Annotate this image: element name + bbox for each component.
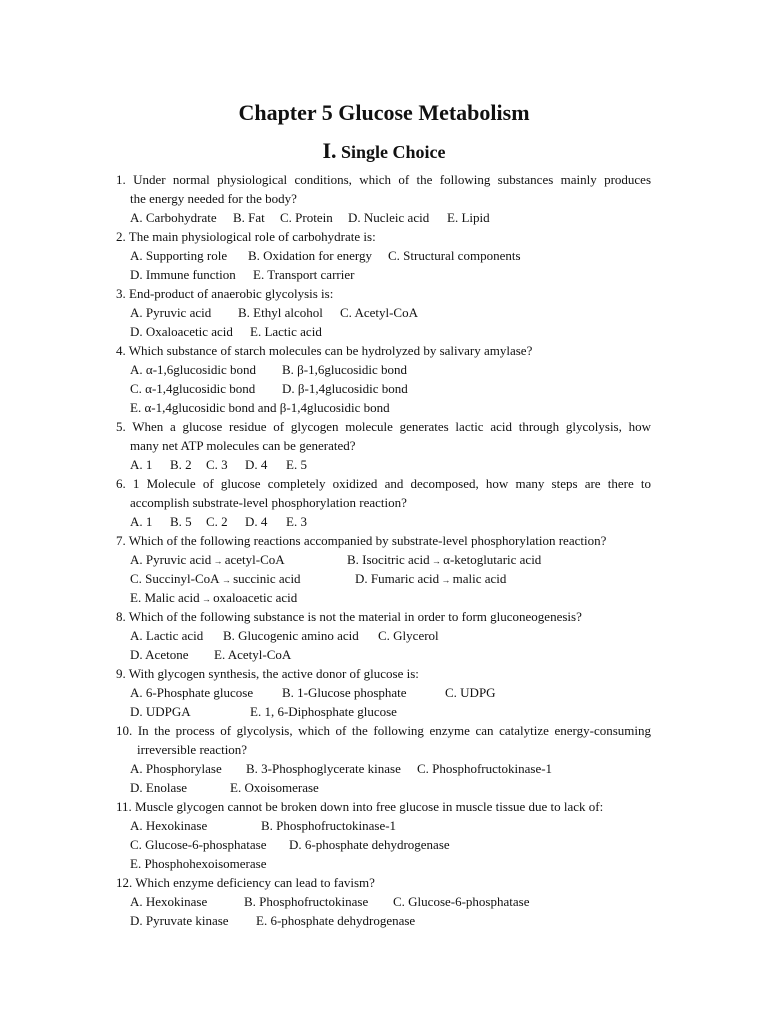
arrow-right-icon: → (211, 556, 225, 566)
answer-option (130, 683, 253, 702)
answer-option (130, 512, 152, 531)
answer-option (130, 360, 256, 379)
option-text: E. Lipid (447, 210, 490, 225)
option-row (0, 322, 768, 341)
answer-option (223, 626, 359, 645)
option-text: A. Phosphorylase (130, 761, 222, 776)
question-stem: 11. Muscle glycogen cannot be broken down into free glucose in muscle tissue due to lack of: (116, 799, 604, 814)
option-text: D. Immune function (130, 267, 236, 282)
answer-option (170, 512, 192, 531)
answer-option (130, 208, 217, 227)
option-text: C. Protein (280, 210, 333, 225)
reaction-product: oxaloacetic acid (213, 590, 298, 605)
answer-option (233, 208, 265, 227)
question-stem: 8. Which of the following substance is not the material in order to form gluconeogenesis? (116, 609, 582, 624)
answer-option (248, 246, 372, 265)
option-text: B. Phosphofructokinase (244, 894, 369, 909)
option-row (0, 360, 768, 379)
option-text: B. 5 (170, 514, 192, 529)
answer-option (130, 455, 152, 474)
option-text: C. 3 (206, 457, 228, 472)
option-text: B. 2 (170, 457, 192, 472)
answer-option (130, 569, 301, 590)
answer-option (286, 512, 307, 531)
answer-option (130, 588, 297, 609)
option-text: C. Structural components (388, 248, 521, 263)
question-stem: 9. With glycogen synthesis, the active donor of glucose is: (116, 666, 419, 681)
option-text: D. 4 (245, 457, 268, 472)
arrow-right-icon: → (219, 575, 234, 585)
option-text: A. Hexokinase (130, 818, 208, 833)
option-text: D. Oxaloacetic acid (130, 324, 233, 339)
option-row (0, 398, 768, 417)
section-heading (0, 137, 768, 166)
reaction-product: malic acid (452, 571, 507, 586)
option-text: C. 2 (206, 514, 228, 529)
option-text: E. 5 (286, 457, 307, 472)
option-text: B. Fat (233, 210, 265, 225)
option-text: A. 1 (130, 514, 153, 529)
answer-option (250, 702, 397, 721)
answer-option (130, 626, 203, 645)
answer-option (170, 455, 192, 474)
option-text: A. 6-Phosphate glucose (130, 685, 254, 700)
answer-option (286, 455, 307, 474)
option-text: C. α-1,4glucosidic bond (130, 381, 256, 396)
question-stem: 7. Which of the following reactions accompanied by substrate-level phosphorylation reaction? (116, 533, 607, 548)
option-text: B. Glucogenic amino acid (223, 628, 359, 643)
option-text: C. Succinyl-CoA (130, 571, 220, 586)
option-text: A. Supporting role (130, 248, 228, 263)
answer-option (355, 569, 506, 590)
answer-option (348, 208, 429, 227)
arrow-right-icon: → (429, 556, 444, 566)
option-text: B. Oxidation for energy (248, 248, 372, 263)
option-text: E. 6-phosphate dehydrogenase (256, 913, 416, 928)
option-text: D. Nucleic acid (348, 210, 430, 225)
answer-option (447, 208, 490, 227)
option-text: C. UDPG (445, 685, 496, 700)
answer-option (130, 265, 236, 284)
question-stem: 5. When a glucose residue of glycogen molecule generates lactic acid through glycolysis, how (116, 419, 651, 434)
question-stem: 3. End-product of anaerobic glycolysis is: (116, 286, 334, 301)
answer-option (378, 626, 439, 645)
answer-option (130, 778, 187, 797)
question-stem: 1. Under normal physiological conditions, which of the following substances mainly produces (116, 172, 651, 187)
answer-option (256, 911, 415, 930)
answer-option (388, 246, 521, 265)
option-row (0, 626, 768, 645)
answer-option (130, 835, 266, 854)
reaction-product: α-ketoglutaric acid (443, 552, 542, 567)
question-stem: 12. Which enzyme deficiency can lead to favism? (116, 875, 375, 890)
answer-option (445, 683, 496, 702)
option-row (0, 569, 768, 588)
answer-option (238, 303, 323, 322)
option-text: D. Enolase (130, 780, 188, 795)
option-text: A. α-1,6glucosidic bond (130, 362, 256, 377)
option-text: E. Phosphohexoisomerase (130, 856, 267, 871)
answer-option (280, 208, 333, 227)
option-row (0, 892, 768, 911)
option-row (0, 512, 768, 531)
page-title: Chapter 5 Glucose Metabolism (238, 100, 530, 125)
answer-option (245, 455, 267, 474)
answer-option (253, 265, 354, 284)
option-text: A. Lactic acid (130, 628, 204, 643)
option-text: C. Phosphofructokinase-1 (417, 761, 553, 776)
answer-option (130, 398, 390, 417)
option-text: D. Fumaric acid (355, 571, 440, 586)
reaction-product: acetyl-CoA (224, 552, 285, 567)
question-stem: 4. Which substance of starch molecules can be hydrolyzed by salivary amylase? (116, 343, 533, 358)
question-stem-continuation: accomplish substrate-level phosphorylation reaction? (130, 495, 407, 510)
answer-option (214, 645, 291, 664)
option-text: E. Transport carrier (253, 267, 355, 282)
answer-option (246, 759, 401, 778)
answer-option (282, 360, 407, 379)
option-text: B. Ethyl alcohol (238, 305, 323, 320)
answer-option (130, 911, 229, 930)
option-text: A. Pyruvic acid (130, 305, 212, 320)
answer-option (130, 379, 255, 398)
option-row (0, 759, 768, 778)
answer-option (282, 683, 407, 702)
option-text: B. 3-Phosphoglycerate kinase (246, 761, 401, 776)
option-text: C. Glucose-6-phosphatase (130, 837, 267, 852)
option-text: D. 6-phosphate dehydrogenase (289, 837, 450, 852)
arrow-right-icon: → (199, 594, 214, 604)
option-text: C. Glucose-6-phosphatase (393, 894, 530, 909)
option-text: E. α-1,4glucosidic bond and β-1,4glucosidic bond (130, 400, 390, 415)
reaction-product: succinic acid (233, 571, 301, 586)
option-text: A. Pyruvic acid (130, 552, 212, 567)
question-stem: 6. 1 Molecule of glucose completely oxidized and decomposed, how many steps are there to (116, 476, 651, 491)
section-numeral: I. (322, 138, 337, 163)
option-row (0, 379, 768, 398)
option-row (0, 683, 768, 702)
option-text: C. Glycerol (378, 628, 439, 643)
option-text: D. 4 (245, 514, 268, 529)
option-row (0, 911, 768, 930)
answer-option (245, 512, 267, 531)
question-stem-continuation: irreversible reaction? (137, 742, 248, 757)
option-row (0, 778, 768, 797)
answer-option (261, 816, 396, 835)
answer-option (130, 645, 188, 664)
question-stem-continuation: the energy needed for the body? (130, 191, 297, 206)
option-text: B. β-1,6glucosidic bond (282, 362, 408, 377)
option-row (0, 455, 768, 474)
option-text: B. Phosphofructokinase-1 (261, 818, 397, 833)
answer-option (230, 778, 319, 797)
option-text: A. 1 (130, 457, 153, 472)
option-row (0, 702, 768, 721)
answer-option (289, 835, 450, 854)
answer-option (130, 892, 207, 911)
option-row (0, 208, 768, 227)
option-text: E. Acetyl-CoA (214, 647, 292, 662)
option-text: D. β-1,4glucosidic bond (282, 381, 408, 396)
question-stem-continuation: many net ATP molecules can be generated? (130, 438, 356, 453)
option-row (0, 303, 768, 322)
option-text: E. Lactic acid (250, 324, 322, 339)
answer-option (244, 892, 368, 911)
answer-option (206, 455, 228, 474)
option-text: A. Carbohydrate (130, 210, 217, 225)
option-text: D. Pyruvate kinase (130, 913, 229, 928)
option-text: B. Isocitric acid (347, 552, 430, 567)
option-text: E. 3 (286, 514, 307, 529)
section-label: Single Choice (341, 142, 446, 162)
option-text: E. 1, 6-Diphosphate glucose (250, 704, 397, 719)
option-text: D. UDPGA (130, 704, 191, 719)
option-text: D. Acetone (130, 647, 189, 662)
answer-option (130, 854, 266, 873)
answer-option (130, 303, 211, 322)
option-text: E. Malic acid (130, 590, 200, 605)
option-row (0, 835, 768, 854)
option-row (0, 854, 768, 873)
question-stem: 2. The main physiological role of carbohydrate is: (116, 229, 376, 244)
arrow-right-icon: → (439, 575, 453, 585)
option-row (0, 816, 768, 835)
answer-option (417, 759, 552, 778)
option-text: E. Oxoisomerase (230, 780, 319, 795)
answer-option (130, 246, 227, 265)
answer-option (130, 816, 207, 835)
answer-option (250, 322, 322, 341)
answer-option (130, 322, 233, 341)
option-row (0, 265, 768, 284)
option-row (0, 645, 768, 664)
option-text: C. Acetyl-CoA (340, 305, 418, 320)
answer-option (282, 379, 408, 398)
answer-option (130, 550, 285, 571)
option-row (0, 550, 768, 569)
answer-option (130, 702, 191, 721)
option-text: A. Hexokinase (130, 894, 208, 909)
answer-option (347, 550, 541, 571)
answer-option (206, 512, 228, 531)
answer-option (340, 303, 418, 322)
answer-option (130, 759, 222, 778)
answer-option (393, 892, 529, 911)
question-stem: 10. In the process of glycolysis, which of the following enzyme can catalytize energy-consuming (116, 723, 651, 738)
option-row (0, 246, 768, 265)
option-text: B. 1-Glucose phosphate (282, 685, 407, 700)
option-row (0, 588, 768, 607)
